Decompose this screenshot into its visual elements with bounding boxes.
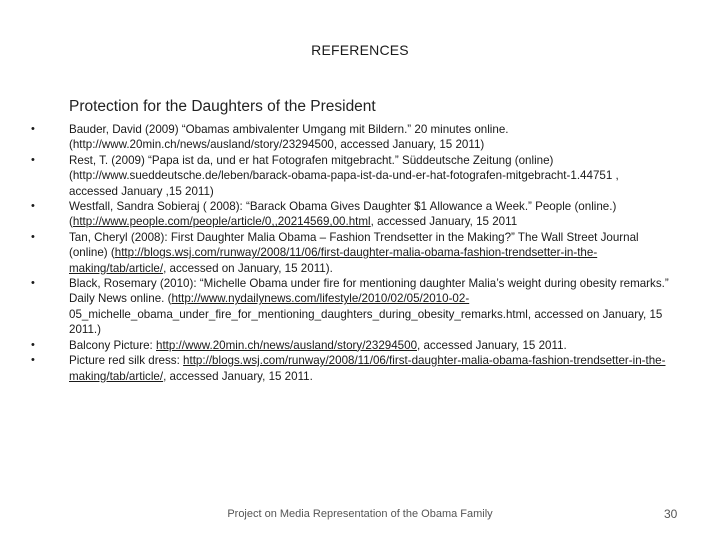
reference-text: Bauder, David (2009) “Obamas ambivalenter Umgang mit Bildern.” 20 minutes online. (http://www.20min.ch/news/ausland/story/23294500, accessed January, 15 2011) bbox=[69, 123, 509, 152]
reference-text-part: , accessed on January, 15 2011). bbox=[163, 261, 333, 275]
reference-text bbox=[69, 338, 669, 353]
page-number: 30 bbox=[664, 507, 678, 521]
reference-text: Rest, T. (2009) “Papa ist da, und er hat Fotografen mitgebracht.” Süddeutsche Zeitung (online) (http://www.sueddeutsche.de/leben/barack-obama-papa-ist-da-und-er-hat-fotografen-mitgebracht-1.44751 , accessed January ,15 2011) bbox=[69, 153, 619, 198]
reference-text bbox=[69, 353, 669, 384]
reference-link-people[interactable]: http://www.people.com/people/article/0,,20214569,00.html bbox=[72, 215, 371, 229]
reference-text-part: 05_michelle_obama_under_fire_for_mentioning_daughters_during_obesity_remarks.html, accessed on January, 15 2011.) bbox=[69, 307, 663, 337]
reference-item-red-silk-dress bbox=[31, 353, 669, 384]
reference-text-part: Picture red silk dress: bbox=[69, 354, 184, 368]
reference-text bbox=[69, 276, 669, 338]
page-title: REFERENCES bbox=[311, 42, 409, 58]
reference-item-balcony-picture bbox=[31, 338, 669, 353]
reference-link-nydailynews[interactable]: http://www.nydailynews.com/lifestyle/2010/02/05/2010-02- bbox=[171, 292, 470, 306]
reference-list bbox=[31, 122, 669, 384]
reference-item-black bbox=[31, 276, 669, 338]
reference-text bbox=[69, 199, 669, 230]
reference-item-bauder bbox=[31, 122, 669, 153]
bullet-icon: • bbox=[31, 338, 35, 351]
bullet-icon: • bbox=[31, 153, 35, 166]
reference-text-part: , accessed January, 15 2011. bbox=[163, 369, 313, 383]
bullet-icon: • bbox=[31, 230, 35, 243]
bullet-icon: • bbox=[31, 200, 35, 213]
reference-text-part: , accessed January, 15 2011. bbox=[417, 338, 567, 352]
bullet-icon: • bbox=[31, 354, 35, 367]
bullet-icon: • bbox=[31, 277, 35, 290]
reference-text bbox=[69, 230, 669, 276]
reference-text-part: Tan, Cheryl (2008): First Daughter Malia Obama – Fashion Trendsetter in the Making?” The Wall Street Journal (online) ( bbox=[69, 230, 639, 260]
reference-item-tan bbox=[31, 230, 669, 276]
bullet-icon: • bbox=[31, 123, 35, 135]
reference-text-part: Balcony Picture: bbox=[69, 338, 156, 352]
reference-link-wsj-dress[interactable]: http://blogs.wsj.com/runway/2008/11/06/first-daughter-malia-obama-fashion-trendsetter-in-the-making/tab/article/ bbox=[69, 354, 666, 383]
reference-item-westfall bbox=[31, 199, 669, 230]
section-subtitle: Protection for the Daughters of the President bbox=[69, 98, 376, 115]
reference-item-rest bbox=[31, 153, 669, 199]
reference-link-20min[interactable]: http://www.20min.ch/news/ausland/story/23294500 bbox=[156, 338, 418, 352]
reference-text-part: , accessed January, 15 2011 bbox=[370, 215, 518, 229]
footer-text: Project on Media Representation of the Obama Family bbox=[227, 508, 493, 520]
reference-text-part: Black, Rosemary (2010): “Michelle Obama under fire for mentioning daughter Malia’s weight during obesity remarks.” Daily News online. ( bbox=[69, 277, 669, 306]
reference-link-wsj[interactable]: http://blogs.wsj.com/runway/2008/11/06/first-daughter-malia-obama-fashion-trendsetter-in-the-making/tab/article/ bbox=[69, 246, 598, 275]
reference-text-part: Westfall, Sandra Sobieraj ( 2008): “Barack Obama Gives Daughter $1 Allowance a Week.” People (online.) ( bbox=[69, 200, 617, 229]
